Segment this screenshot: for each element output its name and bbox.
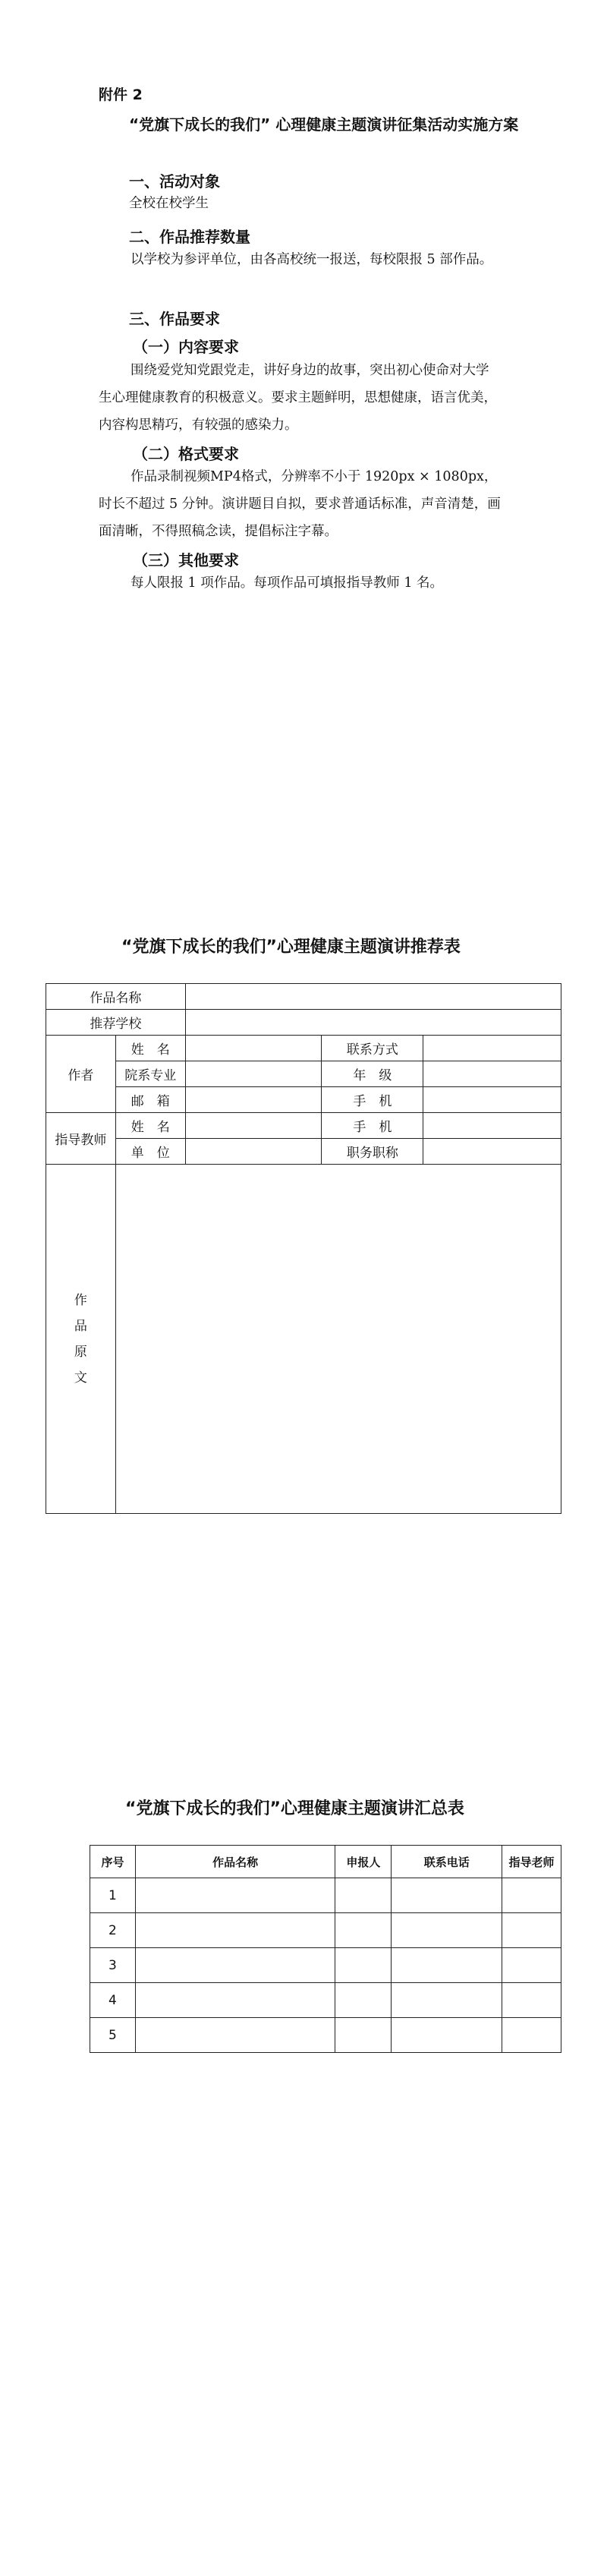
advisor-phone-cell[interactable] xyxy=(423,1113,561,1139)
school-cell[interactable] xyxy=(185,1010,561,1036)
department-label: 院系专业 xyxy=(115,1061,185,1087)
row-applicant-cell[interactable] xyxy=(335,1948,392,1983)
email-cell[interactable] xyxy=(185,1087,322,1113)
row-applicant-cell[interactable] xyxy=(335,1983,392,2018)
author-name-cell[interactable] xyxy=(185,1036,322,1061)
department-cell[interactable] xyxy=(185,1061,322,1087)
original-text-area[interactable] xyxy=(115,1165,561,1514)
advisor-label: 指导教师 xyxy=(46,1113,116,1165)
row-index: 2 xyxy=(90,1913,136,1948)
row-phone-cell[interactable] xyxy=(392,1878,502,1913)
summary-table xyxy=(90,1845,561,2053)
table-row xyxy=(90,1983,561,2018)
summary-form-title: “党旗下成长的我们”心理健康主题演讲汇总表 xyxy=(125,1799,464,1818)
advisor-name-cell[interactable] xyxy=(185,1113,322,1139)
row-index: 5 xyxy=(90,2018,136,2053)
original-text-char: 品 xyxy=(74,1318,87,1334)
header-advisor: 指导老师 xyxy=(502,1846,561,1878)
original-text-char: 原 xyxy=(74,1344,87,1360)
row-work-name-cell[interactable] xyxy=(135,1878,335,1913)
subsection-heading-1: （一）内容要求 xyxy=(133,338,239,356)
header-applicant: 申报人 xyxy=(335,1846,392,1878)
subsection-heading-2: （二）格式要求 xyxy=(133,445,239,463)
unit-label: 单 位 xyxy=(115,1139,185,1165)
header-phone: 联系电话 xyxy=(392,1846,502,1878)
row-phone-cell[interactable] xyxy=(392,2018,502,2053)
original-text-char: 文 xyxy=(74,1370,87,1386)
section-heading-3: 三、作品要求 xyxy=(129,310,220,328)
section-heading-2: 二、作品推荐数量 xyxy=(129,228,250,246)
row-work-name-cell[interactable] xyxy=(135,1983,335,2018)
original-text-char: 作 xyxy=(74,1292,87,1308)
row-index: 3 xyxy=(90,1948,136,1983)
contact-cell[interactable] xyxy=(423,1036,561,1061)
row-applicant-cell[interactable] xyxy=(335,1878,392,1913)
subsection-body-1: 围绕爱党知党跟党走，讲好身边的故事，突出初心使命对大学生心理健康教育的积极意义。要求主题鲜明，思想健康，语言优美，内容构思精巧，有较强的感染力。 xyxy=(99,363,497,433)
section-body-1: 全校在校学生 xyxy=(129,196,209,211)
attachment-label: 附件 2 xyxy=(99,87,143,103)
email-label: 邮 箱 xyxy=(115,1087,185,1113)
author-name-label: 姓 名 xyxy=(115,1036,185,1061)
position-cell[interactable] xyxy=(423,1139,561,1165)
work-name-cell[interactable] xyxy=(185,984,561,1010)
row-index: 4 xyxy=(90,1983,136,2018)
position-label: 职务职称 xyxy=(322,1139,423,1165)
recommend-form-title: “党旗下成长的我们”心理健康主题演讲推荐表 xyxy=(121,938,461,957)
grade-cell[interactable] xyxy=(423,1061,561,1087)
row-work-name-cell[interactable] xyxy=(135,2018,335,2053)
table-row xyxy=(90,1913,561,1948)
grade-label: 年 级 xyxy=(322,1061,423,1087)
work-name-label: 作品名称 xyxy=(46,984,186,1010)
row-phone-cell[interactable] xyxy=(392,1948,502,1983)
row-advisor-cell[interactable] xyxy=(502,1913,561,1948)
row-phone-cell[interactable] xyxy=(392,1913,502,1948)
advisor-name-label: 姓 名 xyxy=(115,1113,185,1139)
row-applicant-cell[interactable] xyxy=(335,2018,392,2053)
table-row xyxy=(90,2018,561,2053)
row-phone-cell[interactable] xyxy=(392,1983,502,2018)
original-text-label xyxy=(46,1165,116,1514)
phone-cell[interactable] xyxy=(423,1087,561,1113)
row-index: 1 xyxy=(90,1878,136,1913)
plan-title: “党旗下成长的我们” 心理健康主题演讲征集活动实施方案 xyxy=(129,115,519,134)
subsection-body-3: 每人限报 1 项作品。每项作品可填报指导教师 1 名。 xyxy=(131,575,444,591)
author-label: 作者 xyxy=(46,1036,116,1113)
section-body-2: 以学校为参评单位，由各高校统一报送，每校限报 5 部作品。 xyxy=(131,252,493,267)
row-advisor-cell[interactable] xyxy=(502,1878,561,1913)
row-advisor-cell[interactable] xyxy=(502,1948,561,1983)
unit-cell[interactable] xyxy=(185,1139,322,1165)
section-heading-1: 一、活动对象 xyxy=(129,172,220,191)
header-work-name: 作品名称 xyxy=(135,1846,335,1878)
phone-label: 手 机 xyxy=(322,1087,423,1113)
row-work-name-cell[interactable] xyxy=(135,1913,335,1948)
header-index: 序号 xyxy=(90,1846,136,1878)
row-advisor-cell[interactable] xyxy=(502,1983,561,2018)
table-row xyxy=(90,1878,561,1913)
school-label: 推荐学校 xyxy=(46,1010,186,1036)
contact-label: 联系方式 xyxy=(322,1036,423,1061)
row-advisor-cell[interactable] xyxy=(502,2018,561,2053)
subsection-body-2: 作品录制视频MP4格式，分辨率不小于 1920px × 1080px，时长不超过 5 分钟。演讲题目自拟，要求普通话标准，声音清楚，画面清晰，不得照稿念读，提倡标注字幕。 xyxy=(99,469,501,539)
advisor-phone-label: 手 机 xyxy=(322,1113,423,1139)
row-applicant-cell[interactable] xyxy=(335,1913,392,1948)
table-row xyxy=(90,1948,561,1983)
recommend-form-table xyxy=(46,983,561,1514)
subsection-heading-3: （三）其他要求 xyxy=(133,551,239,569)
row-work-name-cell[interactable] xyxy=(135,1948,335,1983)
